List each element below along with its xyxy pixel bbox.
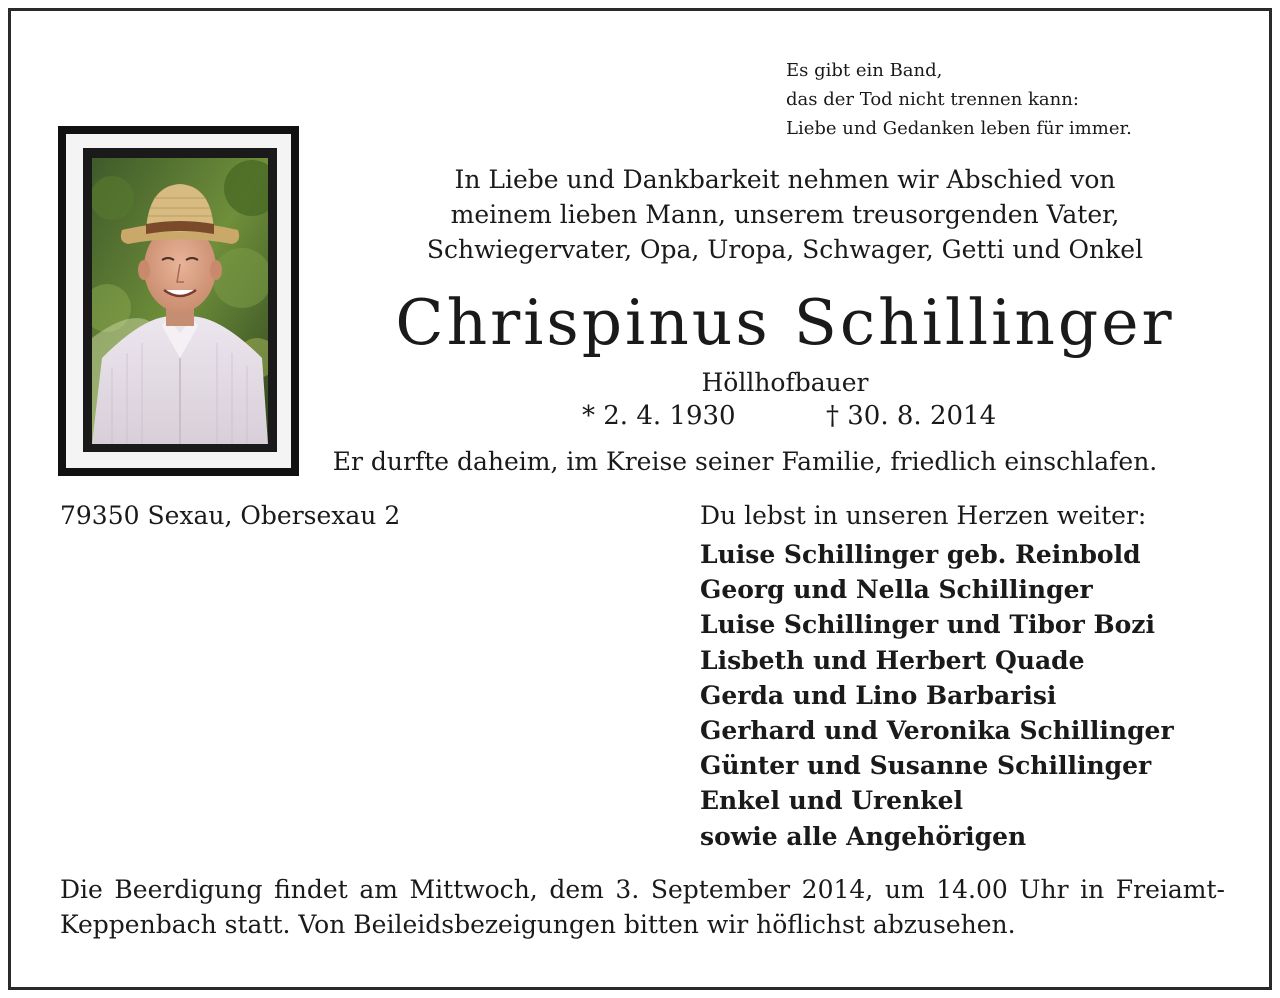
deceased-occupation: Höllhofbauer (701, 368, 869, 397)
mourner-entry: Gerhard und Veronika Schillinger (700, 716, 1174, 746)
motto-verse (786, 56, 1132, 143)
mourner-entry: Georg und Nella Schillinger (700, 575, 1093, 605)
mourner-entry: sowie alle Angehörigen (700, 821, 1027, 851)
mourner-entry: Günter und Susanne Schillinger (700, 751, 1152, 781)
motto-line: das der Tod nicht trennen kann: (786, 89, 1079, 110)
intro-line: In Liebe und Dankbarkeit nehmen wir Abschied von (454, 165, 1116, 194)
funeral-notice: Die Beerdigung findet am Mittwoch, dem 3. September 2014, um 14.00 Uhr in Freiamt-Keppenbach statt. Von Beileidsbezeigungen bitten wir höflichst abzusehen. (60, 875, 1225, 939)
motto-line: Es gibt ein Band, (786, 60, 943, 81)
mourners-list (700, 537, 1174, 854)
mourners-intro: Du lebst in unseren Herzen weiter: (700, 501, 1147, 530)
death-date: † 30. 8. 2014 (826, 401, 997, 431)
mourner-entry: Lisbeth und Herbert Quade (700, 645, 1085, 675)
portrait-illustration (92, 158, 268, 444)
mourner-entry: Gerda und Lino Barbarisi (700, 680, 1057, 710)
family-address: 79350 Sexau, Obersexau 2 (60, 501, 401, 530)
mourner-entry: Enkel und Urenkel (700, 786, 963, 816)
intro-text (400, 162, 1170, 267)
birth-date: * 2. 4. 1930 (582, 401, 736, 431)
deceased-name: Chrispinus Schillinger (395, 286, 1175, 359)
portrait-photo (92, 158, 268, 444)
intro-line: meinem lieben Mann, unserem treusorgenden Vater, (450, 200, 1120, 229)
intro-line: Schwiegervater, Opa, Uropa, Schwager, Getti und Onkel (426, 235, 1144, 264)
mourner-entry: Luise Schillinger geb. Reinbold (700, 540, 1141, 569)
mourner-entry: Luise Schillinger und Tibor Bozi (700, 610, 1155, 640)
motto-line: Liebe und Gedanken leben für immer. (786, 118, 1132, 139)
passing-text: Er durfte daheim, im Kreise seiner Familie, friedlich einschlafen. (332, 447, 1158, 476)
